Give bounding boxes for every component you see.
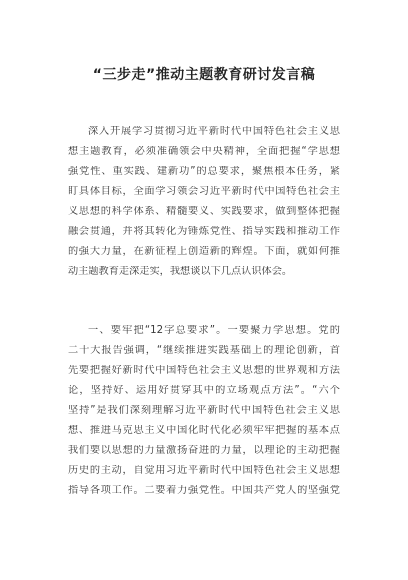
paragraph-2-line-1: 一、要牢把“12字总要求”。一要聚力学思想。党的 bbox=[88, 325, 340, 336]
paragraph-2-line-6: 想、推进马克思主义中国化时代化必须牢牢把握的基本点 bbox=[68, 425, 340, 436]
paragraph-2-line-4: 论，坚持好、运用好贯穿其中的立场观点方法”。“六个 bbox=[68, 385, 340, 396]
paragraph-1-line-3: 强党性、重实践、建新功”的总要求，聚焦根本任务，紧 bbox=[68, 166, 340, 177]
paragraph-1-line-4: 盯具体目标，全面学习领会习近平新时代中国特色社会主 bbox=[68, 186, 340, 197]
paragraph-2-line-8: 历史的主动，自觉用习近平新时代中国特色社会主义思想 bbox=[68, 465, 340, 476]
paragraph-1-line-1: 深入开展学习贯彻习近平新时代中国特色社会主义思 bbox=[88, 126, 340, 137]
paragraph-1-line-5: 义思想的科学体系、精髓要义、实践要求，做到整体把握 bbox=[68, 206, 340, 217]
paragraph-2-line-7: 我们要以思想的力量激扬奋进的力量，以理论的主动把握 bbox=[68, 445, 340, 456]
paragraph-1-line-8: 动主题教育走深走实，我想谈以下几点认识体会。 bbox=[68, 266, 293, 277]
paragraph-1-line-2: 想主题教育，必须准确领会中央精神，全面把握“学思想 bbox=[68, 146, 340, 157]
paragraph-2-line-3: 先要把握好新时代中国特色社会主义思想的世界观和方法 bbox=[68, 365, 340, 376]
paragraph-2-line-9: 指导各项工作。二要着力强党性。中国共产党人的坚强党 bbox=[68, 485, 340, 496]
paragraph-2-line-5: 坚持”是我们深刻理解习近平新时代中国特色社会主义思 bbox=[68, 405, 340, 416]
paragraph-1-line-7: 的强大力量，在新征程上创造新的辉煌。下面，就如何推 bbox=[68, 246, 340, 257]
paragraph-1-line-6: 融会贯通，并将其转化为锤炼党性、指导实践和推动工作 bbox=[68, 226, 340, 237]
paragraph-2-line-2: 二十大报告强调，“继续推进实践基础上的理论创新，首 bbox=[68, 345, 340, 356]
document-title: “三步走”推动主题教育研讨发言稿 bbox=[92, 67, 316, 83]
